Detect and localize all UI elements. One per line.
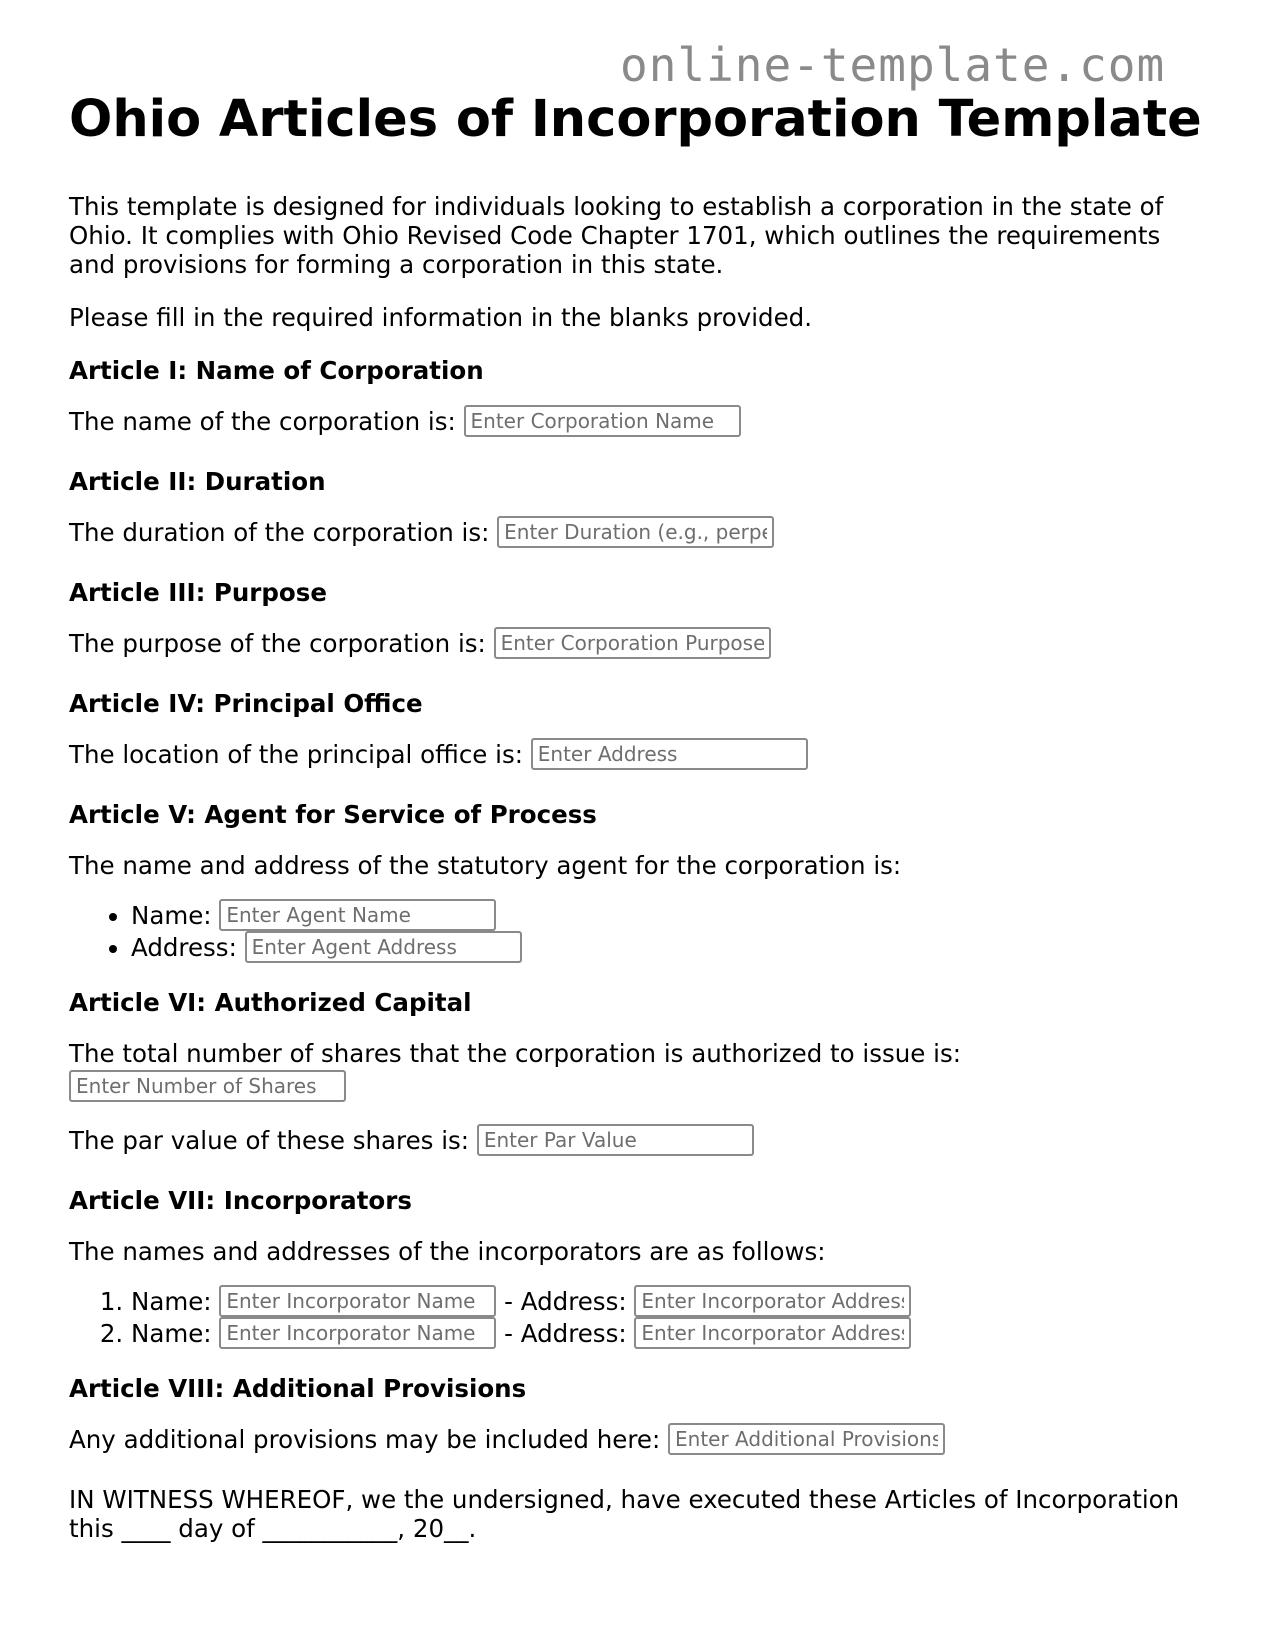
incorporator-1-address-input[interactable] [634, 1285, 911, 1317]
incorporators-text: The names and addresses of the incorporators are as follows: [69, 1237, 826, 1266]
article-7-heading: Article VII: Incorporators [69, 1186, 412, 1215]
agent-name-input[interactable] [219, 899, 496, 931]
article-2-line [69, 518, 1209, 548]
list-item [131, 1286, 1209, 1318]
duration-label: The duration of the corporation is: [69, 518, 490, 547]
article-8-heading: Article VIII: Additional Provisions [69, 1374, 527, 1403]
instruction-paragraph: Please fill in the required information in the blanks provided. [69, 303, 812, 332]
incorporator-2-name-input[interactable] [219, 1317, 496, 1349]
incorporators-list [69, 1286, 1209, 1350]
article-6-heading: Article VI: Authorized Capital [69, 988, 472, 1017]
par-value-input[interactable] [477, 1124, 754, 1156]
incorporator-name-label: Name: [131, 1319, 212, 1348]
principal-office-input[interactable] [531, 738, 808, 770]
principal-office-label: The location of the principal office is: [69, 740, 523, 769]
incorporator-address-label: - Address: [504, 1319, 627, 1348]
watermark: online-template.com [620, 38, 1166, 92]
purpose-input[interactable] [494, 627, 771, 659]
list-item [131, 932, 1209, 964]
list-item [131, 1318, 1209, 1350]
article-5-heading: Article V: Agent for Service of Process [69, 800, 597, 829]
incorporator-name-label: Name: [131, 1287, 212, 1316]
intro-paragraph: This template is designed for individuals looking to establish a corporation in the state of Ohio. It complies with Ohio Revised Code Chapter 1701, which outlines the requirements and provisions for forming a corporation in this state. [69, 192, 1164, 279]
article-8-line [69, 1425, 1209, 1455]
agent-list [69, 900, 1209, 964]
incorporator-address-label: - Address: [504, 1287, 627, 1316]
article-4-line [69, 740, 1209, 770]
shares-label: The total number of shares that the corporation is authorized to issue is: [69, 1039, 961, 1068]
purpose-label: The purpose of the corporation is: [69, 629, 486, 658]
article-4-heading: Article IV: Principal Office [69, 689, 423, 718]
additional-provisions-label: Any additional provisions may be included here: [69, 1425, 661, 1454]
shares-line [69, 1039, 1209, 1102]
article-1-line [69, 407, 1209, 437]
shares-input[interactable] [69, 1070, 346, 1102]
article-2-heading: Article II: Duration [69, 467, 326, 496]
agent-address-label: Address: [131, 933, 237, 962]
agent-text: The name and address of the statutory agent for the corporation is: [69, 851, 902, 880]
par-value-label: The par value of these shares is: [69, 1126, 470, 1155]
agent-name-label: Name: [131, 901, 212, 930]
incorporator-1-name-input[interactable] [219, 1285, 496, 1317]
article-1-heading: Article I: Name of Corporation [69, 356, 484, 385]
page-title: Ohio Articles of Incorporation Template [69, 90, 1202, 149]
witness-statement: IN WITNESS WHEREOF, we the undersigned, have executed these Articles of Incorporation this ____ day of ___________, 20__. [69, 1485, 1180, 1543]
corporation-name-input[interactable] [464, 405, 741, 437]
article-3-line [69, 629, 1209, 659]
document-page [69, 84, 1209, 1567]
corporation-name-label: The name of the corporation is: [69, 407, 456, 436]
par-value-line [69, 1126, 1209, 1156]
agent-address-input[interactable] [245, 931, 522, 963]
additional-provisions-input[interactable] [668, 1423, 945, 1455]
article-3-heading: Article III: Purpose [69, 578, 327, 607]
duration-input[interactable] [497, 516, 774, 548]
incorporator-2-address-input[interactable] [634, 1317, 911, 1349]
list-item [131, 900, 1209, 932]
